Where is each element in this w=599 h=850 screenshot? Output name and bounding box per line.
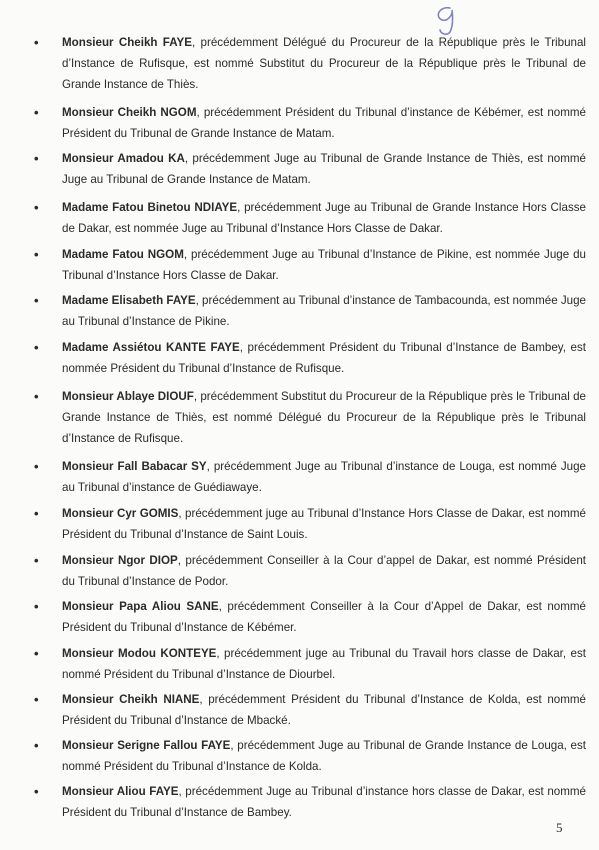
appointment-description: , précédemment au Tribunal d’instance de Tambacounda, est nommée Juge au Tribunal d’Instance de Pikine.: [62, 294, 587, 328]
person-name: Monsieur Cyr GOMIS: [62, 507, 179, 520]
list-item: [34, 456, 586, 498]
list-item: [34, 290, 586, 332]
list-item: [34, 102, 586, 144]
person-name: Madame Fatou Binetou NDIAYE: [62, 201, 238, 214]
person-name: Madame Assiétou KANTE FAYE: [62, 341, 240, 354]
appointment-description: , précédemment Président du Tribunal d’Instance de Kolda, est nommé Président du Tribunal d’Instance de Mbacké.: [62, 693, 586, 727]
page-number: 5: [556, 820, 563, 835]
appointment-description: , précédemment juge au Tribunal du Travail hors classe de Dakar, est nommé Président du Tribunal d’Instance de Diourbel.: [62, 647, 586, 681]
list-item: [34, 197, 586, 239]
list-item: [34, 148, 586, 190]
person-name: Monsieur Aliou FAYE: [62, 785, 179, 798]
bullet: •: [34, 247, 39, 262]
list-item: [34, 32, 586, 95]
entry-text: [62, 386, 586, 449]
list-item: [34, 643, 586, 685]
appointment-description: , précédemment Juge au Tribunal d’instance hors classe de Dakar, est nommé Président du Tribunal d’Instance de Bambey.: [62, 785, 586, 819]
list-item: [34, 386, 586, 449]
appointment-description: , précédemment Substitut du Procureur de la République près le Tribunal de Grande Instance de Thiès, est nommé Délégué du Procureur de la République près le Tribunal d’Instance de Rufisque.: [62, 390, 586, 445]
entry-text: [62, 689, 586, 731]
bullet: •: [34, 553, 39, 568]
bullet: •: [34, 784, 39, 799]
person-name: Monsieur Fall Babacar SY: [62, 460, 207, 473]
bullet: •: [34, 35, 39, 50]
person-name: Monsieur Amadou KA: [62, 152, 185, 165]
entry-text: [62, 102, 586, 144]
entry-text: [62, 32, 586, 95]
entry-text: [62, 244, 586, 286]
entry-text: [62, 503, 586, 545]
bullet: •: [34, 692, 39, 707]
person-name: Monsieur Cheikh NIANE: [62, 693, 200, 706]
handwritten-mark: [426, 2, 468, 36]
bullet: •: [34, 151, 39, 166]
bullet: •: [34, 293, 39, 308]
list-item: [34, 337, 586, 379]
person-name: Monsieur Papa Aliou SANE: [62, 600, 219, 613]
entry-text: [62, 456, 586, 498]
bullet: •: [34, 459, 39, 474]
person-name: Madame Elisabeth FAYE: [62, 294, 196, 307]
entry-text: [62, 643, 586, 685]
person-name: Monsieur Cheikh FAYE: [62, 36, 193, 49]
person-name: Monsieur Cheikh NGOM: [62, 106, 197, 119]
bullet: •: [34, 200, 39, 215]
entry-text: [62, 148, 586, 190]
bullet: •: [34, 646, 39, 661]
entry-text: [62, 781, 586, 823]
entry-text: [62, 337, 586, 379]
entry-text: [62, 197, 586, 239]
entry-text: [62, 596, 586, 638]
appointment-description: , précédemment Président du Tribunal d’Instance de Bambey, est nommée Président du Tribunal d’Instance de Rufisque.: [62, 341, 586, 375]
bullet: •: [34, 506, 39, 521]
appointment-description: , précédemment Président du Tribunal d’instance de Kébémer, est nommé Président du Tribunal de Grande Instance de Matam.: [62, 106, 586, 140]
list-item: [34, 244, 586, 286]
appointment-description: , précédemment Délégué du Procureur de la République près le Tribunal d’Instance de Rufisque, est nommé Substitut du Procureur de la République près le Tribunal de Grande Instance de Thiès.: [62, 36, 586, 91]
list-item: [34, 689, 586, 731]
entry-text: [62, 735, 586, 777]
list-item: [34, 781, 586, 823]
entry-text: [62, 550, 586, 592]
person-name: Monsieur Modou KONTEYE: [62, 647, 217, 660]
entry-text: [62, 290, 586, 332]
bullet: •: [34, 340, 39, 355]
bullet: •: [34, 738, 39, 753]
person-name: Madame Fatou NGOM: [62, 248, 184, 261]
appointment-description: , précédemment juge au Tribunal d’Instance Hors Classe de Dakar, est nommé Président du Tribunal d’Instance de Saint Louis.: [62, 507, 586, 541]
person-name: Monsieur Ngor DIOP: [62, 554, 178, 567]
list-item: [34, 596, 586, 638]
appointment-description: , précédemment Conseiller à la Cour d’appel de Dakar, est nommé Président du Tribunal d’Instance de Podor.: [62, 554, 587, 588]
appointment-description: , précédemment Juge au Tribunal d’instance de Louga, est nommé Juge au Tribunal d’instance de Guédiawaye.: [62, 460, 586, 494]
appointment-description: , précédemment Juge au Tribunal de Grande Instance de Thiès, est nommé Juge au Tribunal de Grande Instance de Matam.: [62, 152, 587, 186]
list-item: [34, 503, 586, 545]
bullet: •: [34, 389, 39, 404]
appointment-description: , précédemment Juge au Tribunal de Grande Instance de Louga, est nommé Président du Tribunal d’Instance de Kolda.: [62, 739, 587, 773]
bullet: •: [34, 599, 39, 614]
list-item: [34, 735, 586, 777]
bullet: •: [34, 105, 39, 120]
person-name: Monsieur Serigne Fallou FAYE: [62, 739, 231, 752]
list-item: [34, 550, 586, 592]
appointment-description: , précédemment Conseiller à la Cour d’Appel de Dakar, est nommé Président du Tribunal d’Instance de Kébémer.: [62, 600, 586, 634]
person-name: Monsieur Ablaye DIOUF: [62, 390, 194, 403]
appointment-description: , précédemment Juge au Tribunal d’Instance de Pikine, est nommée Juge du Tribunal d’Instance Hors Classe de Dakar.: [62, 248, 586, 282]
appointment-description: , précédemment Juge au Tribunal de Grande Instance Hors Classe de Dakar, est nommée Juge au Tribunal d’Instance Hors Classe de Dakar.: [62, 201, 586, 235]
